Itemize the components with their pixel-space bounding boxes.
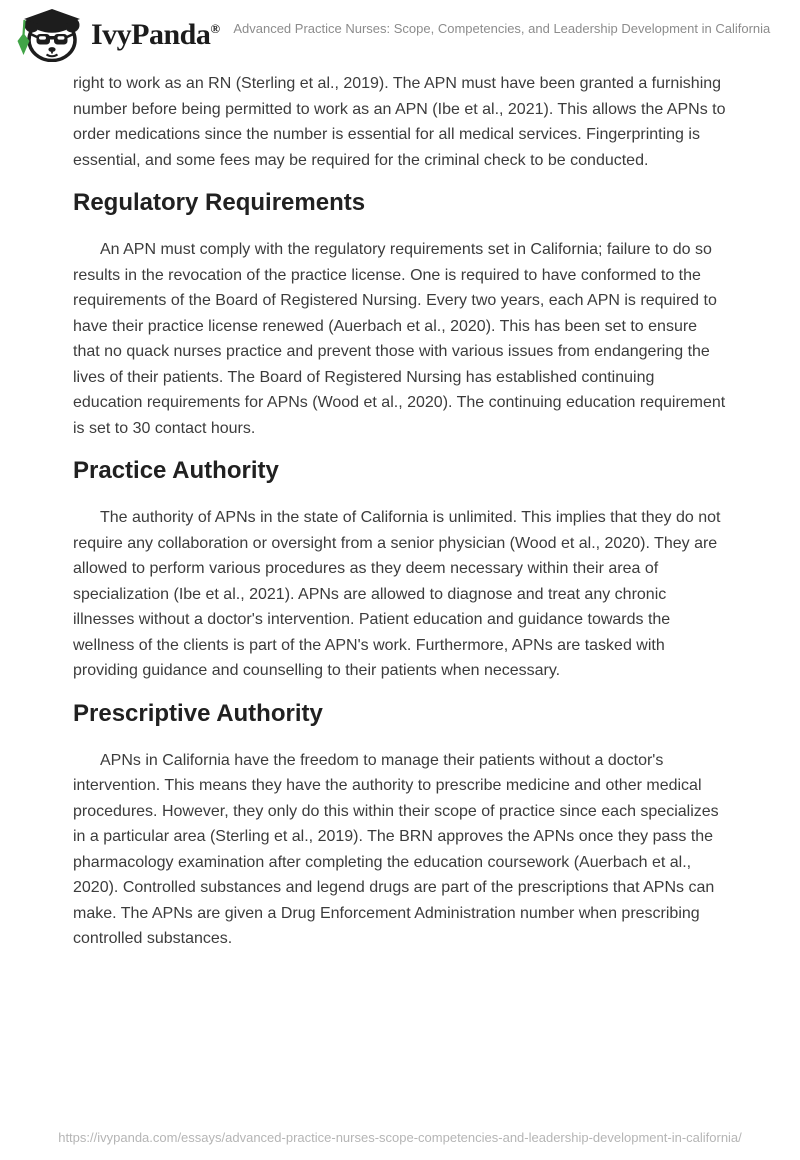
page-footer [0,1129,800,1160]
registered-trademark-symbol: ® [210,21,220,36]
source-url: https://ivypanda.com/essays/advanced-practice-nurses-scope-competencies-and-leadership-development-in-california/ [58,1130,742,1145]
section-heading-prescriptive-authority: Prescriptive Authority [73,699,323,727]
document-title: Advanced Practice Nurses: Scope, Competencies, and Leadership Development in California [233,20,771,36]
brand-name-text: IvyPanda [91,18,211,51]
document-body [0,64,800,1129]
section-paragraph-prescriptive-authority: APNs in California have the freedom to manage their patients without a doctor's intervention. This means they have the authority to prescribe medicine and other medical procedures. However, they only do this within their scope of practice since each specializes in a particular area (Sterling et al., 2019). The BRN approves the APNs once they pass the pharmacology examination after completing the education coursework (Auerbach et al., 2020). Controlled substances and legend drugs are part of the prescriptions that APNs can make. The APNs are given a Drug Enforcement Administration number when prescribing controlled substances. [73,751,719,947]
panda-graduation-cap-logo-icon [14,8,82,62]
section-paragraph-regulatory-requirements: An APN must comply with the regulatory requirements set in California; failure to do so results in the revocation of the practice license. One is required to have conformed to the requirements of the Board of Registered Nursing. Every two years, each APN is required to have their practice license renewed (Auerbach et al., 2020). This has been set to ensure that no quack nurses practice and prevent those with various issues from endangering the lives of their patients. The Board of Registered Nursing has established continuing education requirements for APNs (Wood et al., 2020). The continuing education requirement is set to 30 contact hours. [73,241,726,437]
intro-paragraph: right to work as an RN (Sterling et al., 2019). The APN must have been granted a furnishing number before being permitted to work as an APN (Ibe et al., 2021). This allows the APNs to order medications since the number is essential for all medical services. Fingerprinting is essential, and some fees may be required for the criminal check to be conducted. [73,75,726,169]
section-paragraph-practice-authority: The authority of APNs in the state of California is unlimited. This implies that they do not require any collaboration or oversight from a senior physician (Wood et al., 2020). They are allowed to perform various procedures as they deem necessary within their area of specialization (Ibe et al., 2021). APNs are allowed to diagnose and treat any chronic illnesses without a doctor's intervention. Patient education and guidance towards the wellness of the clients is part of the APN's work. Furthermore, APNs are tasked with providing guidance and counselling to their patients when necessary. [73,509,721,679]
brand [14,8,220,62]
section-heading-regulatory-requirements: Regulatory Requirements [73,189,366,216]
section-heading-practice-authority: Practice Authority [73,457,279,484]
page-header [0,0,800,64]
brand-name [91,18,220,52]
